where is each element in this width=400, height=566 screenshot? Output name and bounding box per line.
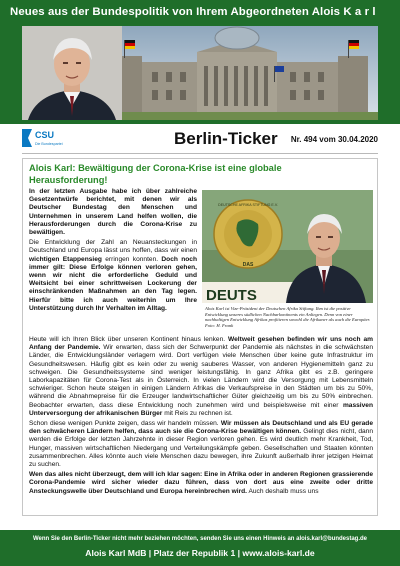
ticker-title: Berlin-Ticker	[174, 129, 278, 148]
paragraph-4	[29, 420, 373, 469]
paragraph-4-start: Schon diese wenigen Punkte zeigen, dass wir handeln müssen.	[29, 420, 221, 428]
ticker-header	[22, 126, 378, 154]
paragraph-3-bold1: Weltweit gesehen befinden wir uns noch am Anfang der Pandemie.	[29, 336, 373, 352]
csu-logo	[22, 128, 68, 148]
paragraph-4-end: Gelingt dies nicht, dann werden die Erfolge der letzten Jahrzehnte in dieser Region verloren gehen. Es wird deutlich mehr Krankheit, Tod, Hunger, massiven wirtschaftlichen Niedergang und Verteilungskämpfe geben. Gesellschaften und Staaten könnten zusammenbrechen. Alles könnte auch viele Menschen dazu bewegen, ihre Zukunft außerhalb ihrer jetzigen Heimat zu suchen.	[29, 428, 373, 469]
paragraph-2	[29, 239, 197, 313]
intro-column	[29, 188, 197, 315]
article-body	[29, 336, 373, 498]
photo-banner-text: DEUTS	[206, 287, 257, 303]
photo-caption: Alois Karl ist Vize-Präsident der Deutschen Afrika Stiftung. Ihm ist die positive Entwicklung unseres südlichen Nachbarkontinents ein Anliegen. Denn von einer nachhaltigen Entwicklung Afrikas profitieren sowohl die Afrikaner als auch die Europäer. Foto: H. Frank	[205, 306, 371, 328]
intro-paragraph: In der letzten Ausgabe habe ich über zahlreiche Gesetzentwürfe berichtet, mit denen wir als Deutscher Bundestag den Menschen und Unternehmen in unserem Land helfen wollen, die Herausforderungen durch die Corona-Krise zu bewältigen.	[29, 188, 197, 237]
paragraph-2-mid: erringen konnten.	[101, 255, 162, 263]
paragraph-5	[29, 471, 373, 496]
article-title-line2: Herausforderung!	[29, 174, 108, 185]
article-container	[22, 158, 378, 516]
paragraph-3-mid: Wir erwarten, dass sich der Schwerpunkt der Pandemie als nächstes in die schwächsten Länder, die Entwicklungsländer verlagern wird. Dort verfügen viele Menschen über keine gute Infrastruktur im Gesundheitswesen. Häufig gibt es kein oder zu wenig sauberes Wasser, von anderen Hygienemitteln ganz zu schweigen. Die Gesundheitssysteme sind weniger leistungsfähig. In ganz Afrika gibt es z.B. geringere Laborkapazitäten für Corona-Test als in Österreich. In vielen Ländern wird die Versorgung mit Lebensmitteln schwieriger. Schon heute steigen in einigen Ländern Afrikas die Verkaufspreise in den Städten um bis zu 50%, während die Abnahmepreise für die Erzeuger landwirtschaftlicher Güter gleichzeitig um bis zu 50% einbrechen. Beobachter erwarten, dass diese Entwicklung noch zunehmen wird und beispielsweise mit einer	[29, 344, 374, 409]
csu-logo-subtext: Die Bundespartei	[35, 142, 63, 146]
header-photo	[22, 26, 378, 120]
paragraph-5-bold: Wen das alles nicht überzeugt, dem will ich klar sagen: Eine in Afrika oder in anderen Regionen grassierende Corona-Pandemie wird sicher wieder dazu führen, dass von dort aus eine zweite oder dritte Ansteckungswelle über Deutschland und Europa hereinbrechen wird.	[29, 471, 373, 495]
paragraph-5-end: Auch deshalb muss uns	[247, 487, 319, 495]
footer	[0, 530, 400, 566]
seal-das-text: DAS	[242, 262, 254, 268]
csu-logo-text: CSU	[35, 130, 55, 140]
paragraph-3-end: mit Reis zu rechnen ist.	[162, 409, 233, 417]
article-title-line1: Alois Karl: Bewältigung der Corona-Krise ist eine globale	[29, 163, 282, 173]
paragraph-3	[29, 336, 373, 418]
page-title: Neues aus der Bundespolitik von Ihrem Abgeordneten Alois K a r l	[10, 6, 376, 18]
article-title	[29, 163, 373, 186]
article-photo	[202, 190, 373, 303]
seal-ring-text: DEUTSCHE AFRIKA STIFTUNG E.V.	[218, 203, 278, 207]
paragraph-4-bold: Wir müssen als Deutschland und als EU gerade den schwächeren Ländern helfen, dass auch sie die Corona-Krise bewältigen können.	[29, 420, 373, 436]
paragraph-3-bold2: massiven Unterversorgung der afrikanischen Bürger	[29, 401, 373, 417]
paragraph-3-start: Heute will ich Ihren Blick über unseren Kontinent hinaus lenken.	[29, 336, 229, 343]
paragraph-2-bold2: Doch noch immer gilt: Diese Erfolge können verloren gehen, wenn wir nicht die erforderliche Geduld und Weitsicht bei einer schrittweisen Lockerung der einschränkenden Maßnahmen an den Tag legen. Hierfür bitte ich auch weiterhin um Ihre Unterstützung durch Ihr Verhalten im Alltag.	[29, 255, 197, 312]
footer-address: Alois Karl MdB | Platz der Republik 1 | www.alois-karl.de	[85, 548, 315, 558]
paragraph-2-bold1: wichtigen Etappensieg	[29, 255, 102, 263]
issue-number: Nr. 494 vom 30.04.2020	[290, 135, 378, 144]
paragraph-2-start: Die Entwicklung der Zahl an Neuansteckungen in Deutschland und Europa lässt uns hoffen, dass wir einen	[29, 239, 197, 255]
unsubscribe-note: Wenn Sie den Berlin-Ticker nicht mehr beziehen möchten, senden Sie uns einen Hinweis an alois.karl@bundestag.de	[32, 536, 368, 542]
